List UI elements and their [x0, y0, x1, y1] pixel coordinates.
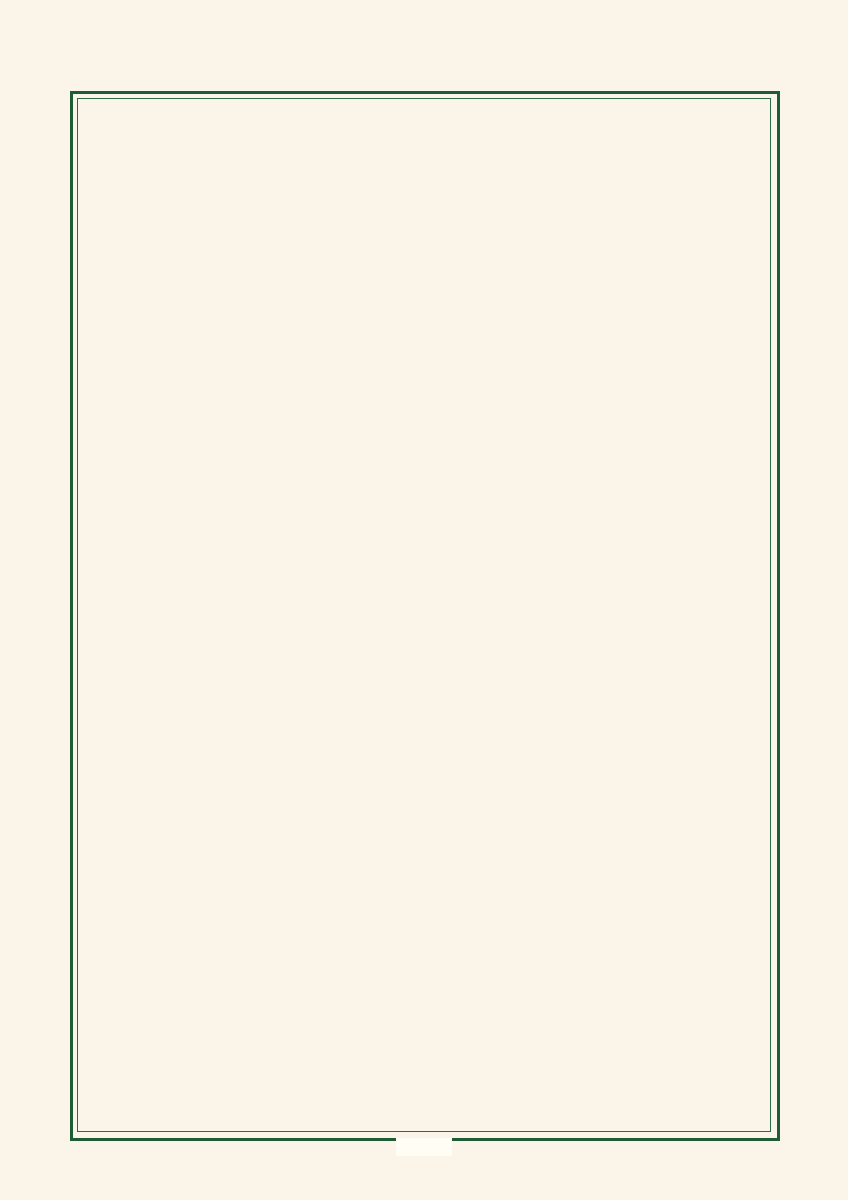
official-red-seal: [501, 893, 705, 1065]
top-flourish-ornament: [270, 62, 578, 124]
bottom-right-corner-ornament: [654, 1042, 804, 1196]
bottom-left-corner-ornament: [44, 1054, 194, 1196]
continuation-note: [0, 1138, 848, 1161]
commissioner-handwritten-signature: [248, 945, 463, 1050]
continuation-note-text: [396, 1138, 452, 1156]
barcode: [118, 897, 337, 915]
qr-code: [681, 143, 755, 227]
cnipa-logo-icon: [360, 136, 488, 252]
